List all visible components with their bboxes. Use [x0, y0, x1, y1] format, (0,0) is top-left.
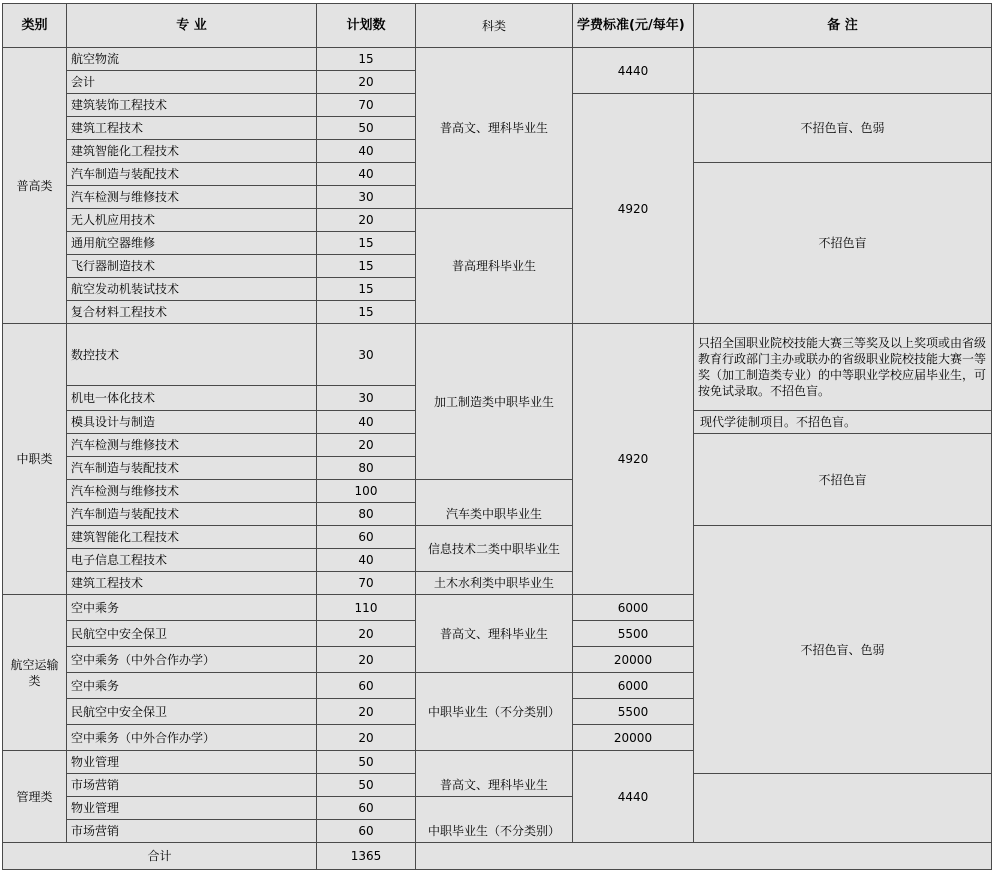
- plan-cell: 110: [317, 595, 416, 621]
- fee-cell: 5500: [573, 699, 694, 725]
- plan-cell: 60: [317, 820, 416, 843]
- note-skills-competition: 只招全国职业院校技能大赛三等奖及以上奖项或由省级教育行政部门主办或联办的省级职业院校技能大赛一等奖（加工制造类专业）的中等职业学校应届毕业生，可按免试录取。不招色盲。: [694, 324, 992, 411]
- total-empty: [416, 843, 992, 870]
- note-vocational-no-colorblind: 不招色盲: [694, 434, 992, 526]
- fee-cell: 6000: [573, 673, 694, 699]
- plan-cell: 20: [317, 647, 416, 673]
- header-category: 类别: [3, 4, 67, 48]
- note-aviation-no-colorblind-weak: 不招色盲、色弱: [694, 526, 992, 774]
- table-row: [3, 324, 992, 386]
- subject-civil-vocational: 土木水利类中职毕业生: [416, 572, 573, 595]
- major-cell: 汽车检测与维修技术: [67, 186, 317, 209]
- plan-cell: 70: [317, 94, 416, 117]
- plan-cell: 15: [317, 48, 416, 71]
- header-note: 备 注: [694, 4, 992, 48]
- major-cell: 民航空中安全保卫: [67, 621, 317, 647]
- major-cell: 建筑智能化工程技术: [67, 526, 317, 549]
- major-cell: 建筑工程技术: [67, 117, 317, 140]
- note-no-colorblind: 不招色盲: [694, 163, 992, 324]
- plan-cell: 50: [317, 751, 416, 774]
- category-management: 管理类: [3, 751, 67, 843]
- subject-general-science: 普高理科毕业生: [416, 209, 573, 324]
- major-cell: 汽车制造与装配技术: [67, 163, 317, 186]
- major-cell: 物业管理: [67, 797, 317, 820]
- note-apprenticeship: 现代学徒制项目。不招色盲。: [694, 411, 992, 434]
- major-cell: 复合材料工程技术: [67, 301, 317, 324]
- header-row: [3, 4, 992, 48]
- plan-cell: 60: [317, 673, 416, 699]
- plan-cell: 20: [317, 699, 416, 725]
- subject-management-vocational: 中职毕业生（不分类别）: [416, 797, 573, 843]
- subject-management-general: 普高文、理科毕业生: [416, 751, 573, 797]
- plan-cell: 50: [317, 774, 416, 797]
- major-cell: 汽车制造与装配技术: [67, 503, 317, 526]
- plan-cell: 15: [317, 301, 416, 324]
- subject-it-vocational: 信息技术二类中职毕业生: [416, 526, 573, 572]
- plan-cell: 20: [317, 725, 416, 751]
- major-cell: 航空物流: [67, 48, 317, 71]
- table-row: [3, 797, 992, 820]
- plan-cell: 15: [317, 255, 416, 278]
- major-cell: 空中乘务（中外合作办学）: [67, 725, 317, 751]
- plan-cell: 20: [317, 434, 416, 457]
- plan-cell: 15: [317, 232, 416, 255]
- subject-auto-vocational: 汽车类中职毕业生: [416, 480, 573, 526]
- category-aviation: 航空运输类: [3, 595, 67, 751]
- major-cell: 模具设计与制造: [67, 411, 317, 434]
- total-row: [3, 843, 992, 870]
- total-label: 合计: [3, 843, 317, 870]
- subject-general-arts-science: 普高文、理科毕业生: [416, 48, 573, 209]
- header-plan: 计划数: [317, 4, 416, 48]
- plan-cell: 100: [317, 480, 416, 503]
- plan-cell: 30: [317, 386, 416, 411]
- major-cell: 空中乘务（中外合作办学）: [67, 647, 317, 673]
- major-cell: 汽车检测与维修技术: [67, 480, 317, 503]
- major-cell: 空中乘务: [67, 595, 317, 621]
- category-vocational: 中职类: [3, 324, 67, 595]
- plan-cell: 80: [317, 457, 416, 480]
- major-cell: 民航空中安全保卫: [67, 699, 317, 725]
- major-cell: 汽车检测与维修技术: [67, 434, 317, 457]
- plan-cell: 15: [317, 278, 416, 301]
- total-value: 1365: [317, 843, 416, 870]
- plan-cell: 20: [317, 71, 416, 94]
- subject-aviation-general: 普高文、理科毕业生: [416, 595, 573, 673]
- note-empty: [694, 48, 992, 94]
- plan-cell: 80: [317, 503, 416, 526]
- note-no-colorblind-weak: 不招色盲、色弱: [694, 94, 992, 163]
- plan-cell: 70: [317, 572, 416, 595]
- major-cell: 市场营销: [67, 774, 317, 797]
- plan-cell: 40: [317, 163, 416, 186]
- subject-aviation-vocational: 中职毕业生（不分类别）: [416, 673, 573, 751]
- plan-cell: 60: [317, 526, 416, 549]
- major-cell: 市场营销: [67, 820, 317, 843]
- major-cell: 空中乘务: [67, 673, 317, 699]
- fee-cell: 20000: [573, 725, 694, 751]
- major-cell: 数控技术: [67, 324, 317, 386]
- plan-cell: 30: [317, 324, 416, 386]
- fee-cell: 5500: [573, 621, 694, 647]
- major-cell: 物业管理: [67, 751, 317, 774]
- major-cell: 建筑装饰工程技术: [67, 94, 317, 117]
- major-cell: 建筑智能化工程技术: [67, 140, 317, 163]
- major-cell: 机电一体化技术: [67, 386, 317, 411]
- table-row: [3, 48, 992, 71]
- major-cell: 航空发动机装试技术: [67, 278, 317, 301]
- table-row: [3, 526, 992, 549]
- header-major: 专 业: [67, 4, 317, 48]
- subject-machining-vocational: 加工制造类中职毕业生: [416, 324, 573, 480]
- major-cell: 电子信息工程技术: [67, 549, 317, 572]
- major-cell: 通用航空器维修: [67, 232, 317, 255]
- header-subject: 科类: [416, 4, 573, 48]
- major-cell: 会计: [67, 71, 317, 94]
- fee-cell: 6000: [573, 595, 694, 621]
- category-general: 普高类: [3, 48, 67, 324]
- plan-cell: 40: [317, 140, 416, 163]
- major-cell: 飞行器制造技术: [67, 255, 317, 278]
- plan-cell: 60: [317, 797, 416, 820]
- plan-cell: 40: [317, 549, 416, 572]
- fee-vocational: 4920: [573, 324, 694, 595]
- major-cell: 无人机应用技术: [67, 209, 317, 232]
- plan-cell: 40: [317, 411, 416, 434]
- enrollment-plan-table: [2, 3, 992, 870]
- fee-cell: 20000: [573, 647, 694, 673]
- plan-cell: 50: [317, 117, 416, 140]
- fee-general-rest: 4920: [573, 94, 694, 324]
- fee-management: 4440: [573, 751, 694, 843]
- major-cell: 汽车制造与装配技术: [67, 457, 317, 480]
- fee-general-first: 4440: [573, 48, 694, 94]
- plan-cell: 20: [317, 209, 416, 232]
- header-fee: 学费标准(元/每年): [573, 4, 694, 48]
- plan-cell: 20: [317, 621, 416, 647]
- plan-cell: 30: [317, 186, 416, 209]
- major-cell: 建筑工程技术: [67, 572, 317, 595]
